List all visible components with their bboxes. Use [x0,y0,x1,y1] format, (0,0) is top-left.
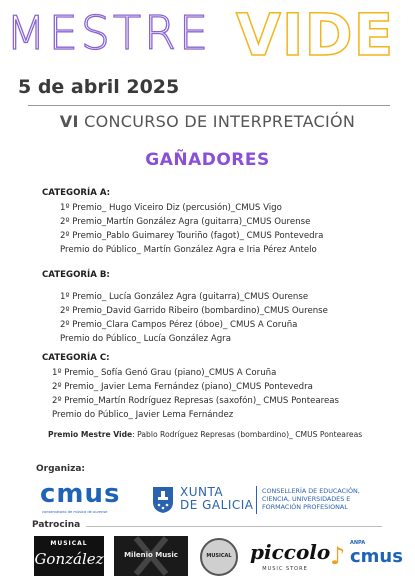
cmus-logo [40,479,126,519]
sponsor-round-logo [200,538,238,576]
cmus-logo-text: cmus [40,479,121,509]
category-a-line: 1º Premio_ Hugo Viceiro Diz (percusión)_CMUS Vigo [60,203,282,213]
winners-heading: GAÑADORES [145,150,270,170]
sponsor-text: piccolo [250,540,331,564]
xunta-separator [256,486,257,514]
sponsor-text: ANPA [350,540,366,546]
category-a-title: CATEGORÍA A: [42,188,111,198]
event-date: 5 de abril 2025 [18,76,180,98]
category-c-line: 2º Premio_Martín Rodríguez Represas (saxofón)_ CMUS Ponteareas [52,396,339,406]
category-b-title: CATEGORÍA B: [42,270,110,280]
xunta-logo-text [180,486,254,512]
sponsor-anpa-cmus-logo [328,536,403,576]
category-a-line: 2º Premio_Martín González Agra (guitarra)_CMUS Ourense [60,217,311,227]
category-b-line: 1º Premio_ Lucía González Agra (guitarra)_CMUS Ourense [60,292,309,302]
dept-line: FORMACIÓN PROFESIONAL [262,503,348,511]
music-note-icon: ♪ [330,542,346,570]
sponsor-divider [86,526,382,527]
special-prize-label: Premio Mestre Vide [48,430,133,439]
dept-line: CONSELLERÍA DE EDUCACIÓN, [262,487,360,495]
xunta-shield-icon [152,486,174,514]
category-c-line: 1º Premio_ Sofía Genó Grau (piano)_CMUS A Coruña [52,368,277,378]
contest-name: CONCURSO DE INTERPRETACIÓN [84,112,356,131]
title-mestre: MESTRE [6,6,212,60]
category-c-line: Premio do Público_ Javier Lema Fernández [52,410,234,420]
xunta-line-1: XUNTA [180,485,224,499]
sponsor-text: Milenio Music [124,551,178,559]
category-b-line: 2º Premio_David Garrido Ribeiro (bombardino)_CMUS Ourense [60,306,328,316]
sponsor-text: González [34,550,104,568]
xunta-line-2: DE GALICIA [180,498,254,512]
category-c-line: 2º Premio_ Javier Lema Fernández (piano)_CMUS Pontevedra [52,382,313,392]
category-a-line: Premio do Público_ Martín González Agra e Iria Pérez Antelo [60,245,317,255]
category-b-line: Premio do Público_ Lucía González Agra [60,334,231,344]
sponsor-musical-gonzalez-logo [34,536,104,576]
organiza-label: Organiza: [36,464,86,474]
sponsor-text: MUSIC STORE [262,566,308,572]
category-a-line: 2º Premio_Pablo Guimarey Touriño (fagot)_ CMUS Pontevedra [60,231,324,241]
sponsor-milenio-music-logo [114,536,188,576]
contest-title [0,112,415,131]
category-c-title: CATEGORÍA C: [42,353,110,363]
sponsor-piccolo-logo [250,536,331,576]
special-prize-winner: : Pablo Rodríguez Represas (bombardino)_ CMUS Ponteareas [132,430,363,439]
cmus-logo-subtitle: conservatorio de música de ourense [42,510,108,514]
dept-line: CIENCIA, UNIVERSIDADES E [262,495,351,503]
xunta-department [262,487,360,511]
sponsor-text: cmus [350,546,403,567]
divider-line [28,105,390,106]
sponsor-text: MUSICAL [50,540,88,547]
patrocina-label: Patrocina [32,520,81,530]
title-vide: VIDE [236,1,395,69]
category-b-line: 2º Premio_Clara Campos Pérez (óboe)_ CMUS A Coruña [60,320,298,330]
special-prize [48,430,362,439]
contest-roman: VI [59,112,79,131]
sponsor-text: MUSICAL [206,553,232,559]
